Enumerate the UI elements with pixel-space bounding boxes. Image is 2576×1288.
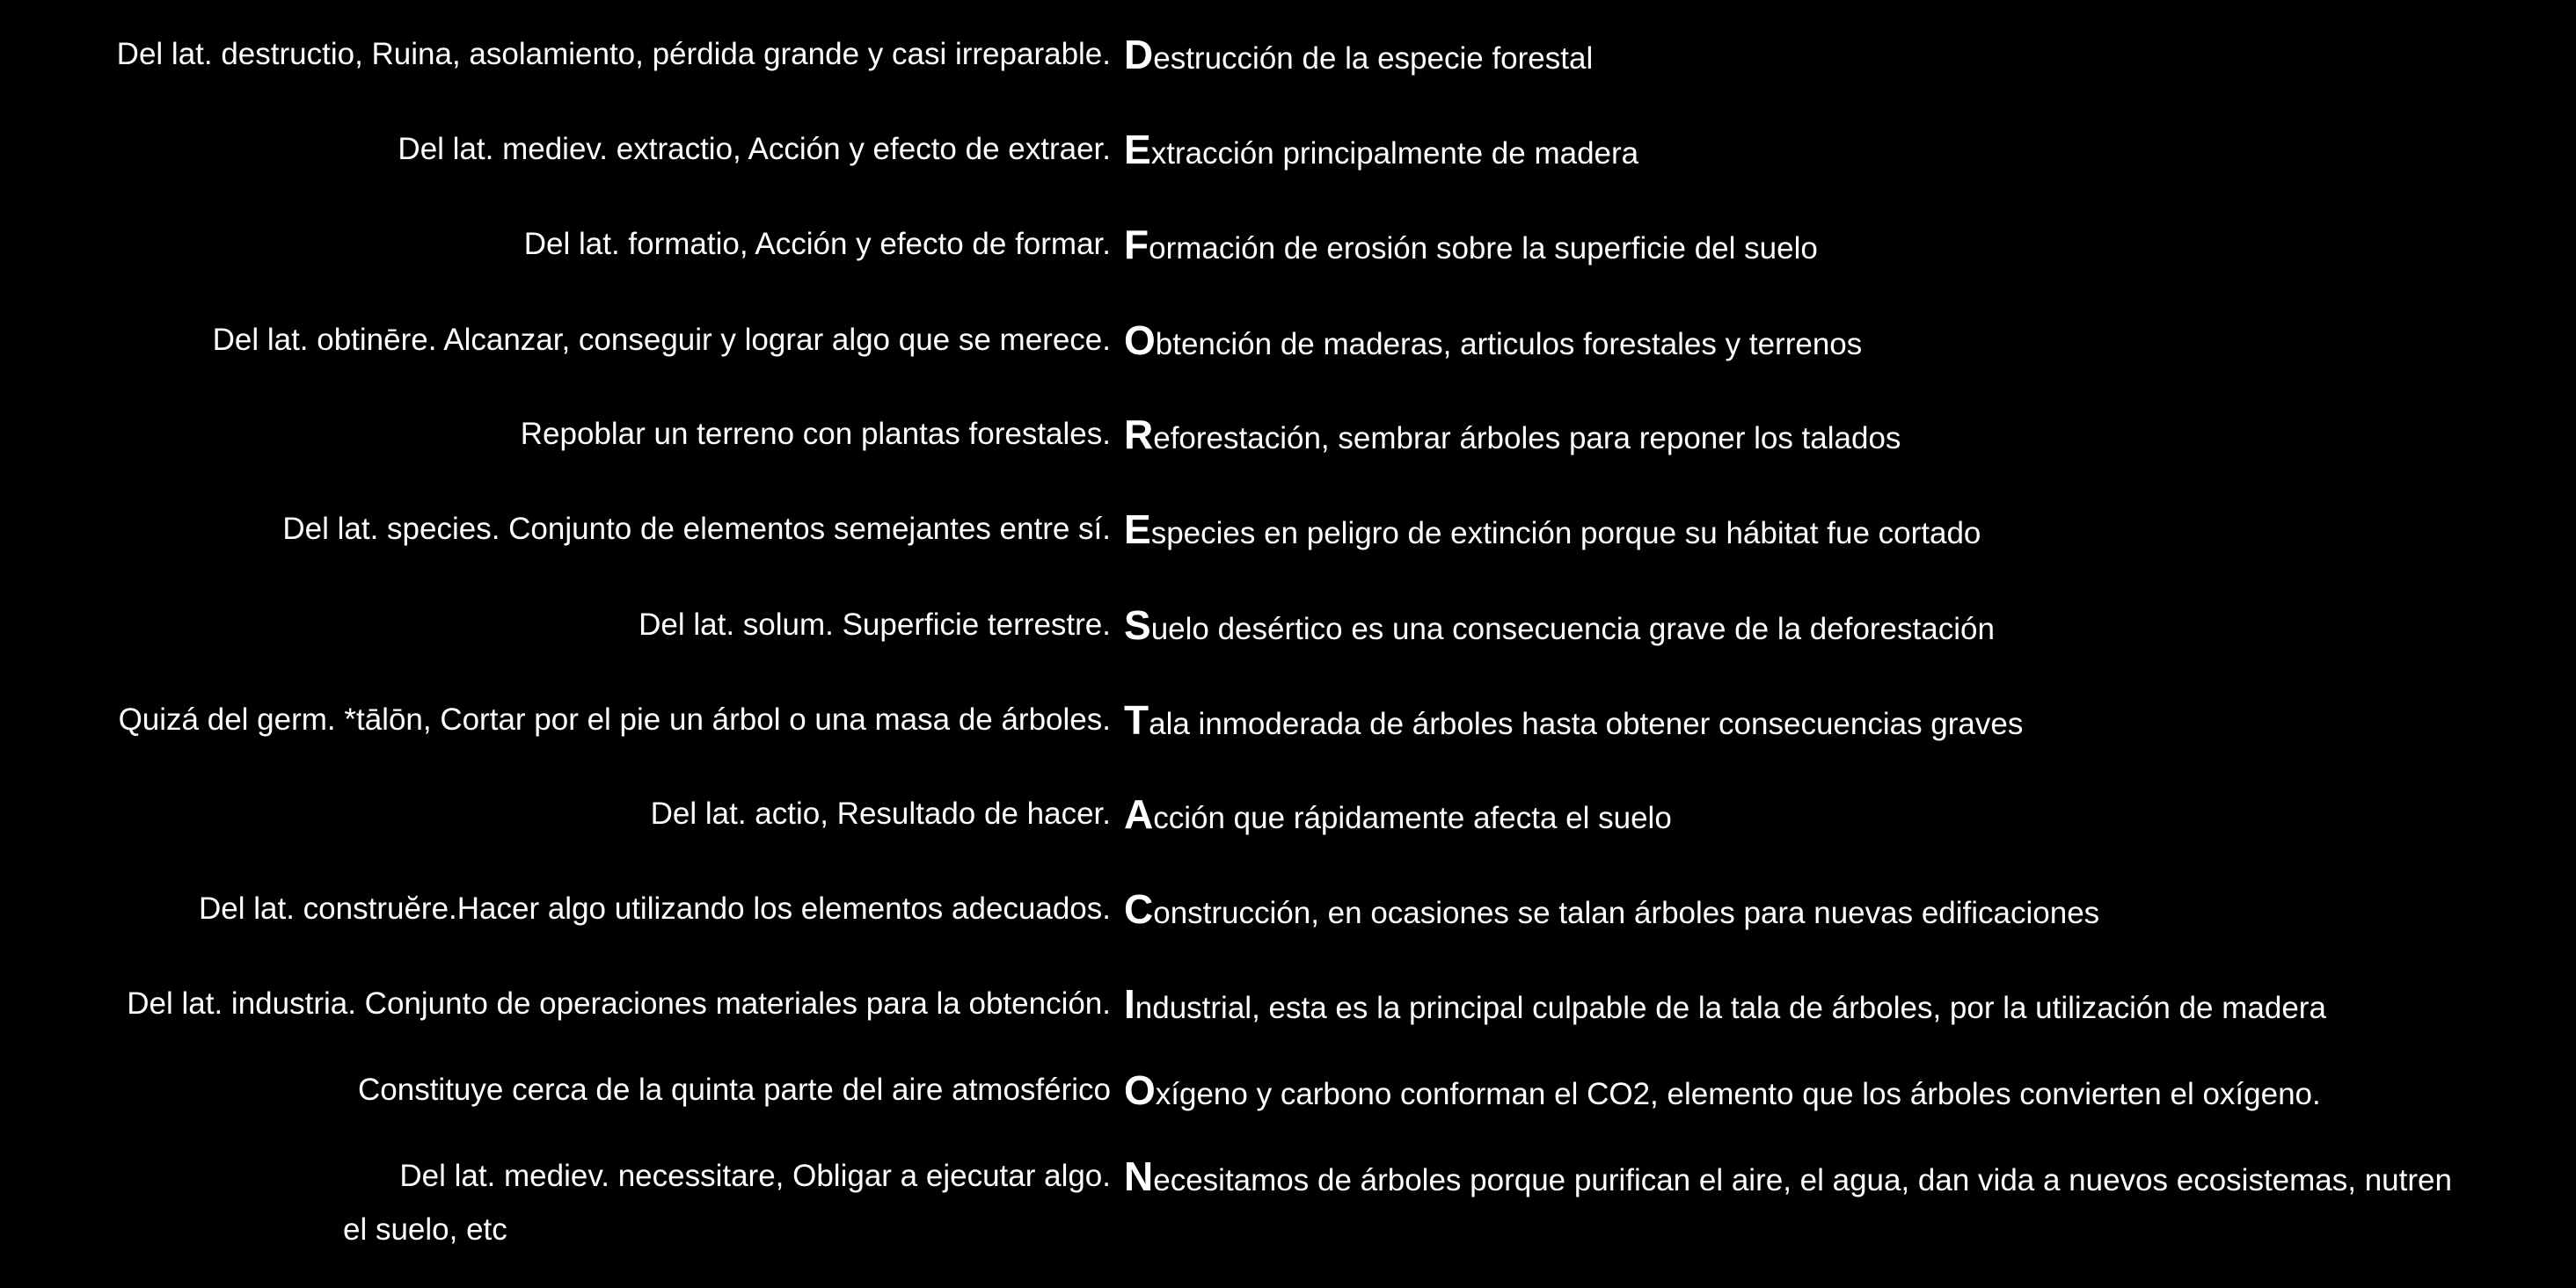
line-text: uelo desértico es una consecuencia grave de la deforestación [1150, 612, 1995, 646]
definition: Del lat. actio, Resultado de hacer. [650, 797, 1111, 831]
acrostic-line [1124, 24, 1593, 90]
acrostic-row [0, 119, 2576, 180]
acrostic-initial: T [1124, 697, 1149, 743]
definition: Del lat. solum. Superficie terrestre. [639, 608, 1111, 642]
acrostic-row [0, 878, 2576, 940]
acrostic-initial: C [1124, 886, 1154, 932]
line-text: estrucción de la especie forestal [1153, 41, 1594, 76]
acrostic-line [1124, 1059, 2321, 1125]
line-text: ndustrial, esta es la principal culpable de la tala de árboles, por la utilización de madera [1135, 991, 2326, 1025]
acrostic-initial: O [1124, 1067, 1156, 1113]
line-text: ala inmoderada de árboles hasta obtener consecuencias graves [1149, 707, 2024, 741]
acrostic-row [0, 973, 2576, 1035]
acrostic-row [0, 309, 2576, 371]
definition: Del lat. industria. Conjunto de operaciones materiales para la obtención. [127, 986, 1111, 1021]
definition: Quizá del germ. *tālōn, Cortar por el pie un árbol o una masa de árboles. [118, 702, 1111, 737]
acrostic-initial: I [1124, 981, 1135, 1027]
line-text: xígeno y carbono conforman el CO2, elemento que los árboles convierten el oxígeno. [1155, 1077, 2321, 1111]
acrostic-line [1124, 1146, 2452, 1212]
acrostic-row [0, 1059, 2576, 1121]
line-text: btención de maderas, articulos forestales y terrenos [1155, 327, 1863, 361]
acrostic-initial: E [1124, 127, 1151, 172]
acrostic-row [0, 783, 2576, 845]
line-text: species en peligro de extinción porque su hábitat fue cortado [1150, 516, 1981, 550]
acrostic-initial: A [1124, 791, 1154, 837]
acrostic-line [1124, 973, 2326, 1039]
definition: Del lat. formatio, Acción y efecto de formar. [523, 227, 1111, 261]
acrostic-row [0, 498, 2576, 560]
acrostic-line [1124, 594, 1995, 660]
acrostic-row [0, 24, 2576, 85]
acrostic-line [1124, 498, 1981, 564]
acrostic-row [0, 214, 2576, 275]
definition: Del lat. mediev. extractio, Acción y efecto de extraer. [398, 132, 1111, 166]
definition: Del lat. construĕre.Hacer algo utilizando los elementos adecuados. [199, 891, 1111, 926]
acrostic-line [1124, 689, 2023, 755]
definition: Del lat. species. Conjunto de elementos semejantes entre sí. [282, 512, 1111, 546]
definition: Del lat. mediev. necessitare, Obligar a ejecutar algo. [399, 1159, 1111, 1193]
line-text: xtracción principalmente de madera [1150, 136, 1639, 171]
acrostic-line [1124, 309, 1862, 375]
acrostic-line [1124, 119, 1638, 185]
line-text: cción que rápidamente afecta el suelo [1153, 801, 1672, 835]
definition: Constituye cerca de la quinta parte del aire atmosférico [357, 1073, 1111, 1107]
line-text: ecesitamos de árboles porque purifican el aire, el agua, dan vida a nuevos ecosistemas, nutren [1153, 1163, 2452, 1197]
line-text: onstrucción, en ocasiones se talan árboles para nuevas edificaciones [1153, 896, 2100, 930]
acrostic-initial: N [1124, 1153, 1154, 1199]
acrostic-initial: R [1124, 411, 1154, 457]
acrostic-row [0, 404, 2576, 465]
line-text: ormación de erosión sobre la superficie del suelo [1149, 231, 1818, 266]
acrostic-row [0, 594, 2576, 656]
definition: Del lat. obtinēre. Alcanzar, conseguir y lograr algo que se merece. [212, 323, 1111, 357]
definition: Repoblar un terreno con plantas forestales. [520, 417, 1111, 451]
acrostic-initial: S [1124, 602, 1151, 648]
acrostic-initial: D [1124, 32, 1154, 77]
acrostic-line [1124, 878, 2099, 944]
acrostic-line [1124, 214, 1818, 280]
line-text: eforestación, sembrar árboles para reponer los talados [1153, 421, 1901, 455]
acrostic-initial: E [1124, 506, 1151, 552]
acrostic-line-continuation: el suelo, etc [343, 1212, 507, 1247]
acrostic-initial: F [1124, 222, 1149, 267]
acrostic-initial: O [1124, 317, 1156, 363]
definition: Del lat. destructio, Ruina, asolamiento, pérdida grande y casi irreparable. [116, 37, 1111, 71]
acrostic-row [0, 1146, 2576, 1207]
acrostic-line [1124, 783, 1672, 849]
acrostic-line [1124, 404, 1901, 469]
acrostic-row [0, 689, 2576, 751]
